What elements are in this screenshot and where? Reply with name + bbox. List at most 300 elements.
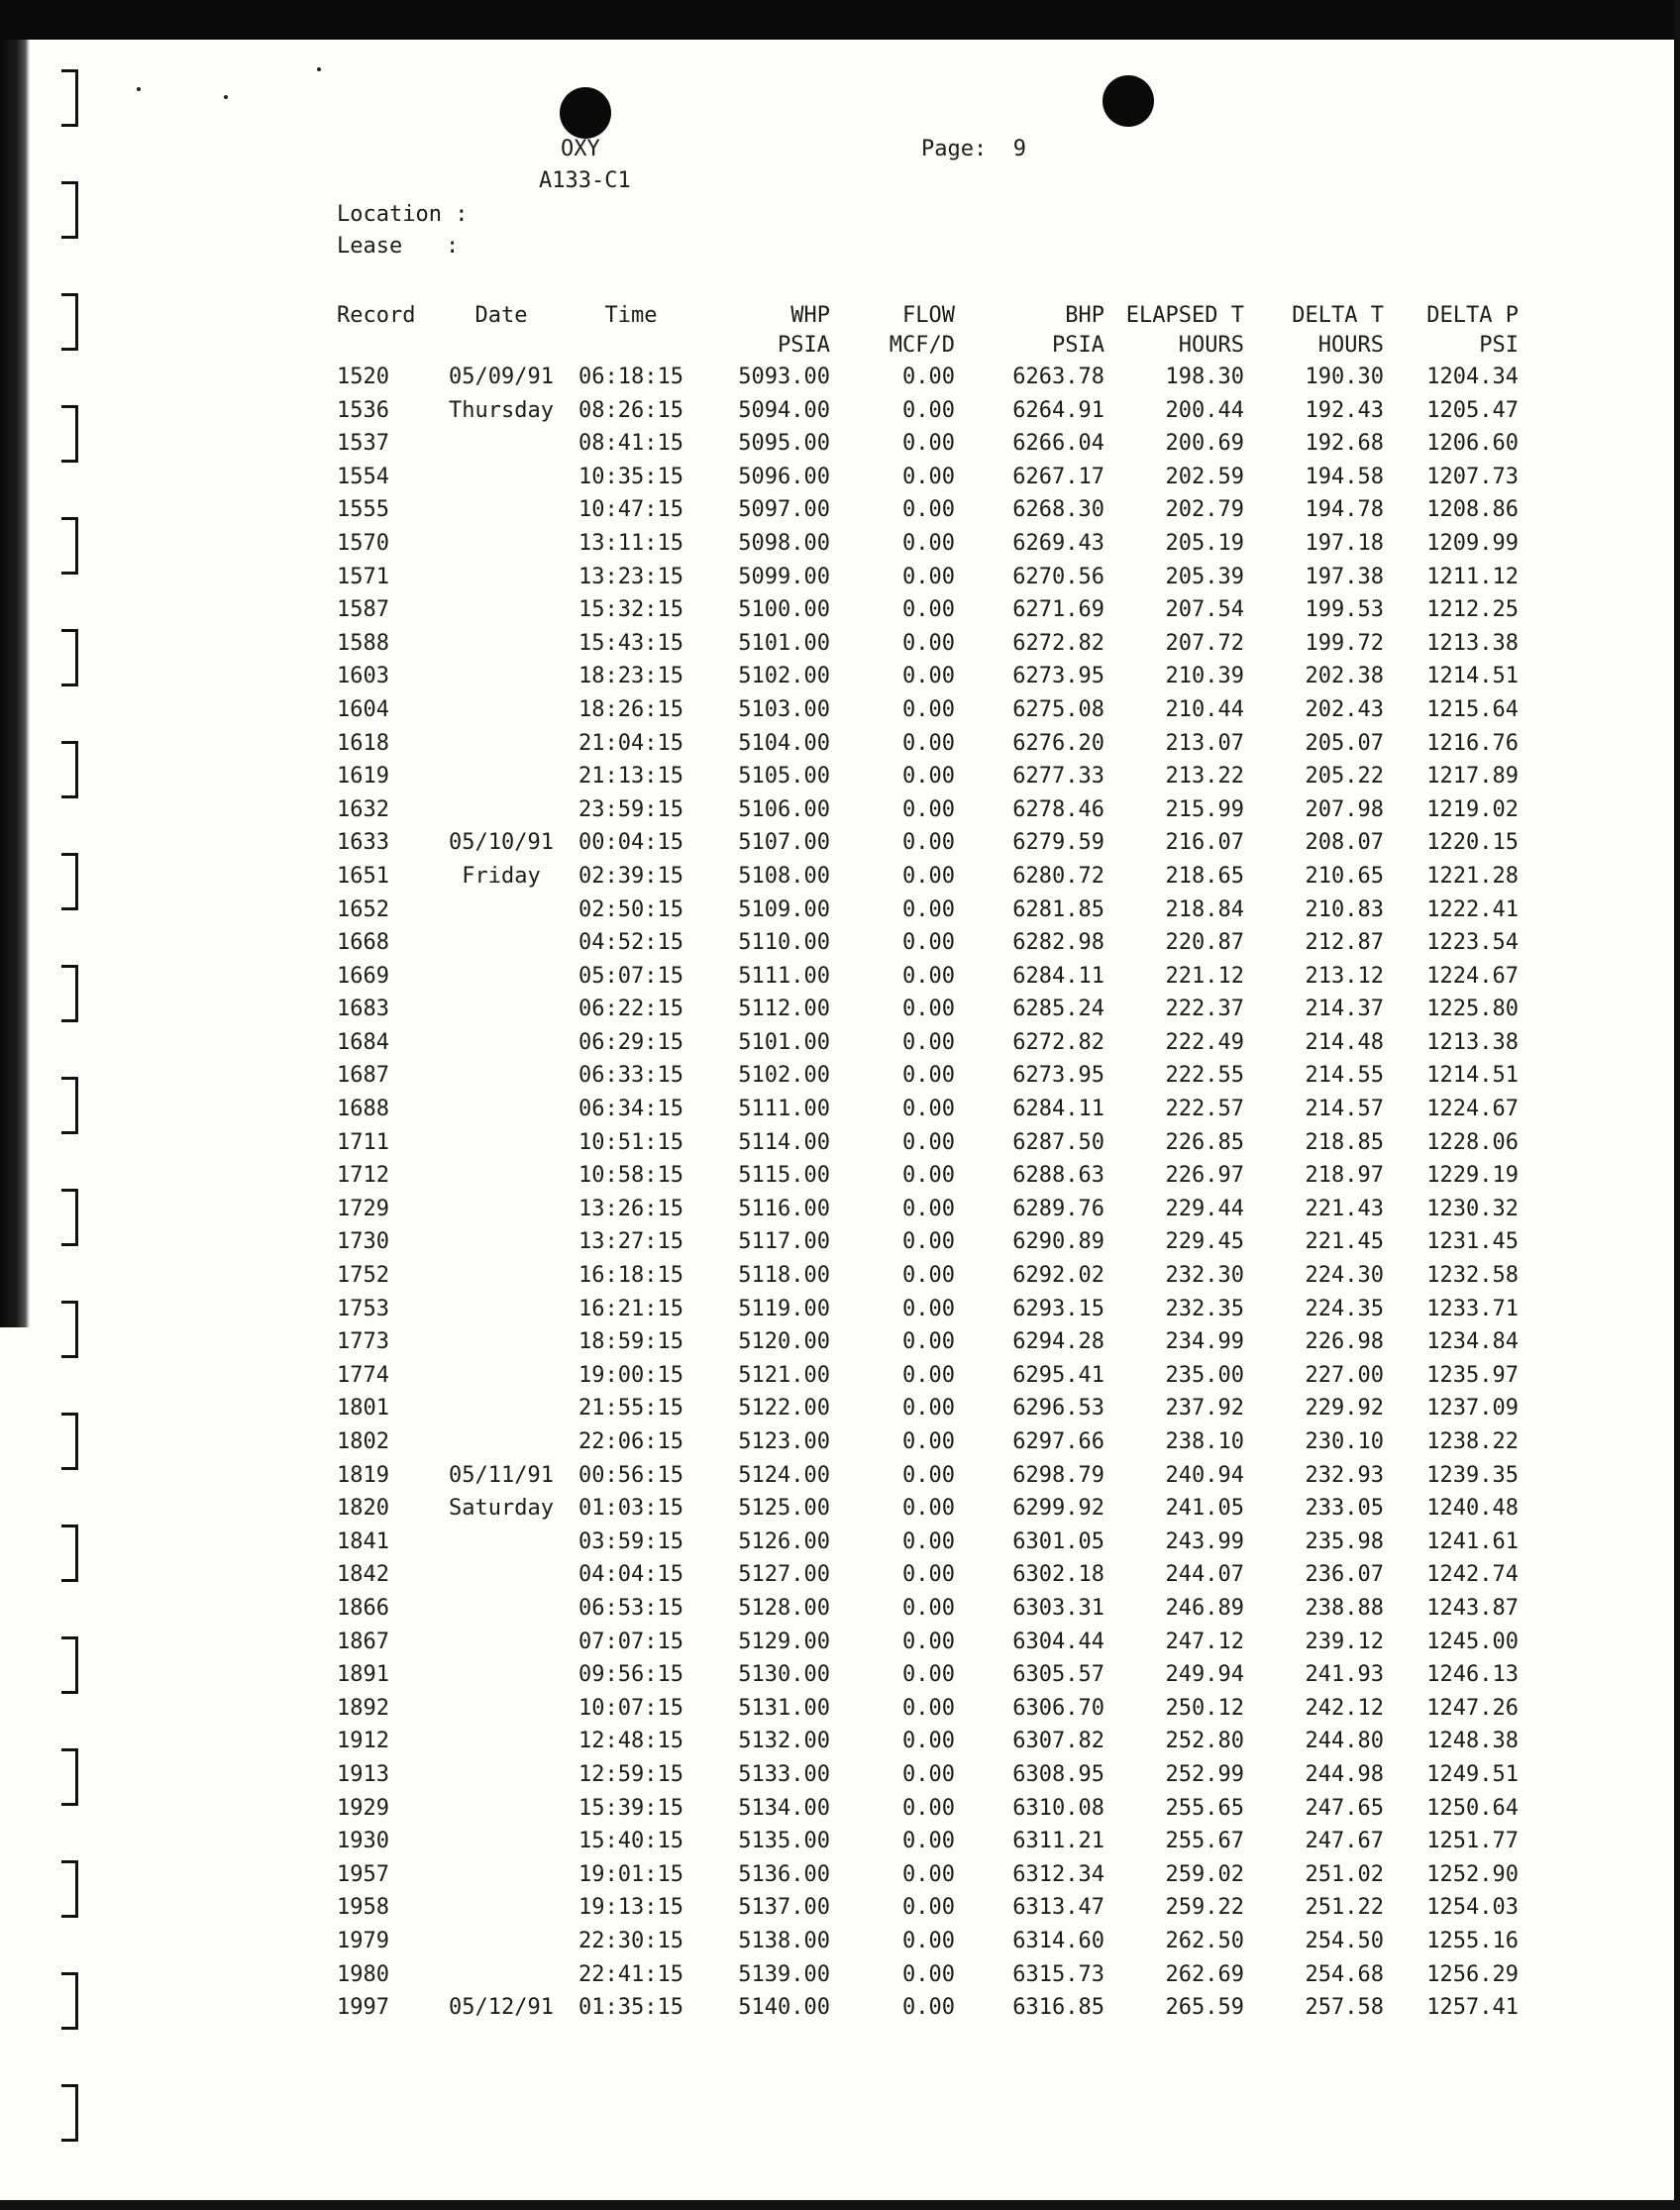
table-row <box>315 394 1524 428</box>
cell-elapsed-t: 202.59 <box>1165 464 1244 489</box>
cell-flow: 0.00 <box>902 1496 955 1522</box>
lease-field <box>337 234 459 259</box>
cell-record: 1867 <box>337 1629 389 1654</box>
cell-delta-t: 207.98 <box>1305 796 1384 822</box>
cell-delta-t: 251.22 <box>1305 1895 1384 1921</box>
cell-whp: 5138.00 <box>738 1928 830 1953</box>
cell-flow: 0.00 <box>902 530 955 556</box>
cell-flow: 0.00 <box>902 1429 955 1454</box>
cell-record: 1957 <box>337 1861 389 1887</box>
table-row <box>315 993 1524 1026</box>
cell-record: 1537 <box>337 431 389 457</box>
cell-delta-p: 1252.90 <box>1426 1861 1519 1887</box>
cell-bhp: 6282.98 <box>1012 930 1104 956</box>
table-row <box>315 1858 1524 1892</box>
cell-delta-p: 1209.99 <box>1426 530 1519 556</box>
cell-record: 1891 <box>337 1662 389 1688</box>
cell-flow: 0.00 <box>902 963 955 989</box>
cell-bhp: 6308.95 <box>1012 1761 1104 1787</box>
cell-record: 1603 <box>337 664 389 689</box>
cell-date: 05/11/91 <box>449 1462 554 1488</box>
cell-whp: 5101.00 <box>738 630 830 656</box>
cell-elapsed-t: 200.44 <box>1165 397 1244 423</box>
cell-whp: 5112.00 <box>738 997 830 1022</box>
cell-delta-t: 208.07 <box>1305 830 1384 856</box>
cell-delta-t: 226.98 <box>1305 1329 1384 1355</box>
binder-bracket <box>61 1413 78 1470</box>
cell-delta-p: 1251.77 <box>1426 1829 1519 1854</box>
cell-delta-p: 1232.58 <box>1426 1263 1519 1289</box>
cell-delta-p: 1240.48 <box>1426 1496 1519 1522</box>
cell-whp: 5130.00 <box>738 1662 830 1688</box>
binder-bracket <box>61 69 78 127</box>
table-row <box>315 1059 1524 1093</box>
table-row <box>315 894 1524 927</box>
cell-flow: 0.00 <box>902 1729 955 1754</box>
table-row <box>315 793 1524 827</box>
table-row <box>315 1592 1524 1626</box>
cell-bhp: 6275.08 <box>1012 696 1104 722</box>
cell-flow: 0.00 <box>902 796 955 822</box>
cell-whp: 5128.00 <box>738 1595 830 1621</box>
table-row <box>315 760 1524 793</box>
cell-date: 05/09/91 <box>449 365 554 389</box>
binder-bracket <box>61 1636 78 1694</box>
cell-bhp: 6302.18 <box>1012 1562 1104 1588</box>
cell-delta-p: 1257.41 <box>1426 1995 1519 2021</box>
cell-whp: 5120.00 <box>738 1329 830 1355</box>
table-row <box>315 1891 1524 1925</box>
cell-time: 18:59:15 <box>578 1329 683 1355</box>
table-row <box>315 1526 1524 1559</box>
cell-record: 1979 <box>337 1928 389 1953</box>
cell-whp: 5108.00 <box>738 863 830 889</box>
cell-record: 1958 <box>337 1895 389 1921</box>
cell-flow: 0.00 <box>902 464 955 489</box>
table-row <box>315 693 1524 727</box>
cell-elapsed-t: 262.69 <box>1165 1961 1244 1987</box>
lease-label: Lease <box>337 234 403 259</box>
cell-delta-p: 1255.16 <box>1426 1928 1519 1953</box>
table-row <box>315 1459 1524 1493</box>
cell-delta-t: 221.43 <box>1305 1196 1384 1221</box>
cell-delta-p: 1247.26 <box>1426 1695 1519 1721</box>
cell-delta-p: 1214.51 <box>1426 1063 1519 1089</box>
cell-delta-t: 230.10 <box>1305 1429 1384 1454</box>
cell-bhp: 6285.24 <box>1012 997 1104 1022</box>
cell-date <box>442 1692 567 1726</box>
cell-time: 13:11:15 <box>578 530 683 556</box>
cell-flow: 0.00 <box>902 764 955 789</box>
cell-delta-t: 214.55 <box>1305 1063 1384 1089</box>
cell-date <box>442 1293 567 1326</box>
location-field <box>337 202 468 227</box>
cell-delta-t: 218.97 <box>1305 1163 1384 1189</box>
cell-whp: 5122.00 <box>738 1396 830 1421</box>
cell-delta-t: 199.53 <box>1305 597 1384 623</box>
column-header-delta-p: DELTA P PSI <box>1426 303 1519 358</box>
cell-bhp: 6306.70 <box>1012 1695 1104 1721</box>
cell-record: 1604 <box>337 696 389 722</box>
cell-delta-t: 238.88 <box>1305 1595 1384 1621</box>
cell-delta-t: 212.87 <box>1305 930 1384 956</box>
cell-whp: 5115.00 <box>738 1163 830 1189</box>
cell-record: 1588 <box>337 630 389 656</box>
cell-bhp: 6277.33 <box>1012 764 1104 789</box>
page-label: Page: <box>921 137 988 161</box>
cell-flow: 0.00 <box>902 1629 955 1654</box>
cell-time: 18:23:15 <box>578 664 683 689</box>
cell-record: 1997 <box>337 1995 389 2021</box>
cell-date <box>442 1392 567 1425</box>
cell-delta-t: 192.43 <box>1305 397 1384 423</box>
cell-delta-p: 1224.67 <box>1426 1097 1519 1122</box>
cell-time: 01:03:15 <box>578 1496 683 1522</box>
column-header-delta-t: DELTA T HOURS <box>1292 303 1384 358</box>
cell-whp: 5139.00 <box>738 1961 830 1987</box>
binder-bracket <box>61 741 78 798</box>
cell-time: 03:59:15 <box>578 1528 683 1554</box>
table-row <box>315 1392 1524 1425</box>
cell-whp: 5098.00 <box>738 530 830 556</box>
binder-bracket <box>61 965 78 1022</box>
table-row <box>315 1958 1524 1992</box>
cell-time: 22:30:15 <box>578 1928 683 1953</box>
column-header-flow: FLOW MCF/D <box>889 303 955 358</box>
cell-time: 10:51:15 <box>578 1129 683 1155</box>
cell-time: 21:13:15 <box>578 764 683 789</box>
cell-flow: 0.00 <box>902 863 955 889</box>
cell-bhp: 6269.43 <box>1012 530 1104 556</box>
cell-record: 1632 <box>337 796 389 822</box>
cell-date <box>442 1725 567 1758</box>
cell-delta-t: 241.93 <box>1305 1662 1384 1688</box>
cell-whp: 5119.00 <box>738 1296 830 1321</box>
cell-time: 19:01:15 <box>578 1861 683 1887</box>
table-row <box>315 1725 1524 1758</box>
binder-bracket <box>61 2084 78 2142</box>
cell-time: 13:23:15 <box>578 564 683 589</box>
table-row <box>315 860 1524 894</box>
scan-bottom-edge <box>0 2200 1680 2210</box>
cell-date <box>442 960 567 994</box>
punch-hole-right <box>1102 75 1154 127</box>
cell-record: 1520 <box>337 365 389 389</box>
cell-bhp: 6271.69 <box>1012 597 1104 623</box>
cell-whp: 5110.00 <box>738 930 830 956</box>
cell-bhp: 6279.59 <box>1012 830 1104 856</box>
cell-date <box>442 1925 567 1958</box>
cell-flow: 0.00 <box>902 1829 955 1854</box>
binder-bracket <box>61 1189 78 1246</box>
cell-flow: 0.00 <box>902 1995 955 2021</box>
cell-date <box>442 1958 567 1992</box>
cell-delta-p: 1242.74 <box>1426 1562 1519 1588</box>
cell-record: 1619 <box>337 764 389 789</box>
cell-flow: 0.00 <box>902 1662 955 1688</box>
cell-date: 05/12/91 <box>449 1995 554 2021</box>
cell-whp: 5102.00 <box>738 664 830 689</box>
cell-date <box>442 1325 567 1359</box>
table-row <box>315 593 1524 627</box>
cell-elapsed-t: 232.30 <box>1165 1263 1244 1289</box>
cell-time: 22:41:15 <box>578 1961 683 1987</box>
cell-time: 00:04:15 <box>578 830 683 856</box>
cell-elapsed-t: 259.22 <box>1165 1895 1244 1921</box>
cell-date <box>442 793 567 827</box>
cell-delta-p: 1254.03 <box>1426 1895 1519 1921</box>
column-header-whp: WHP PSIA <box>778 303 830 358</box>
cell-flow: 0.00 <box>902 1329 955 1355</box>
cell-time: 18:26:15 <box>578 696 683 722</box>
cell-delta-t: 214.57 <box>1305 1097 1384 1122</box>
cell-date <box>442 660 567 693</box>
cell-record: 1668 <box>337 930 389 956</box>
cell-flow: 0.00 <box>902 1562 955 1588</box>
cell-delta-t: 190.30 <box>1305 365 1384 389</box>
cell-record: 1913 <box>337 1761 389 1787</box>
cell-elapsed-t: 200.69 <box>1165 431 1244 457</box>
cell-time: 00:56:15 <box>578 1462 683 1488</box>
table-row <box>315 960 1524 994</box>
cell-record: 1554 <box>337 464 389 489</box>
table-row <box>315 1658 1524 1692</box>
cell-elapsed-t: 252.80 <box>1165 1729 1244 1754</box>
cell-time: 07:07:15 <box>578 1629 683 1654</box>
cell-delta-t: 192.68 <box>1305 431 1384 457</box>
cell-whp: 5123.00 <box>738 1429 830 1454</box>
cell-delta-t: 197.38 <box>1305 564 1384 589</box>
table-row <box>315 1293 1524 1326</box>
cell-record: 1912 <box>337 1729 389 1754</box>
cell-elapsed-t: 216.07 <box>1165 830 1244 856</box>
table-row <box>315 1325 1524 1359</box>
cell-flow: 0.00 <box>902 1229 955 1255</box>
cell-elapsed-t: 259.02 <box>1165 1861 1244 1887</box>
cell-delta-p: 1217.89 <box>1426 764 1519 789</box>
cell-whp: 5133.00 <box>738 1761 830 1787</box>
table-row <box>315 1359 1524 1393</box>
cell-elapsed-t: 243.99 <box>1165 1528 1244 1554</box>
cell-date <box>442 1359 567 1393</box>
cell-date <box>442 1126 567 1160</box>
cell-date <box>442 1425 567 1459</box>
cell-delta-t: 236.07 <box>1305 1562 1384 1588</box>
cell-elapsed-t: 218.84 <box>1165 896 1244 922</box>
column-header-elapsed-t: ELAPSED T HOURS <box>1125 303 1244 358</box>
cell-delta-p: 1228.06 <box>1426 1129 1519 1155</box>
cell-bhp: 6267.17 <box>1012 464 1104 489</box>
cell-record: 1536 <box>337 397 389 423</box>
cell-delta-p: 1224.67 <box>1426 963 1519 989</box>
cell-time: 13:27:15 <box>578 1229 683 1255</box>
cell-bhp: 6266.04 <box>1012 431 1104 457</box>
cell-elapsed-t: 226.85 <box>1165 1129 1244 1155</box>
cell-record: 1841 <box>337 1528 389 1554</box>
cell-delta-p: 1233.71 <box>1426 1296 1519 1321</box>
table-row <box>315 627 1524 661</box>
cell-time: 06:22:15 <box>578 997 683 1022</box>
table-row <box>315 826 1524 860</box>
cell-delta-t: 247.65 <box>1305 1795 1384 1821</box>
cell-flow: 0.00 <box>902 830 955 856</box>
cell-elapsed-t: 240.94 <box>1165 1462 1244 1488</box>
cell-whp: 5104.00 <box>738 730 830 756</box>
table-row <box>315 427 1524 461</box>
cell-delta-t: 210.65 <box>1305 863 1384 889</box>
cell-date <box>442 1891 567 1925</box>
cell-flow: 0.00 <box>902 1396 955 1421</box>
column-header-time: Time <box>604 303 658 328</box>
table-row <box>315 1925 1524 1958</box>
cell-date <box>442 1193 567 1226</box>
cell-whp: 5124.00 <box>738 1462 830 1488</box>
cell-time: 02:50:15 <box>578 896 683 922</box>
cell-time: 10:35:15 <box>578 464 683 489</box>
cell-delta-t: 229.92 <box>1305 1396 1384 1421</box>
cell-bhp: 6298.79 <box>1012 1462 1104 1488</box>
cell-record: 1802 <box>337 1429 389 1454</box>
cell-record: 1587 <box>337 597 389 623</box>
cell-time: 22:06:15 <box>578 1429 683 1454</box>
cell-delta-t: 199.72 <box>1305 630 1384 656</box>
cell-date <box>442 894 567 927</box>
cell-delta-t: 233.05 <box>1305 1496 1384 1522</box>
cell-date <box>442 561 567 594</box>
cell-delta-p: 1248.38 <box>1426 1729 1519 1754</box>
cell-elapsed-t: 244.07 <box>1165 1562 1244 1588</box>
cell-flow: 0.00 <box>902 1528 955 1554</box>
cell-delta-p: 1237.09 <box>1426 1396 1519 1421</box>
cell-delta-p: 1246.13 <box>1426 1662 1519 1688</box>
cell-record: 1633 <box>337 830 389 856</box>
cell-elapsed-t: 262.50 <box>1165 1928 1244 1953</box>
cell-flow: 0.00 <box>902 1196 955 1221</box>
cell-time: 04:52:15 <box>578 930 683 956</box>
cell-delta-t: 227.00 <box>1305 1362 1384 1388</box>
table-body <box>315 361 1524 2025</box>
pressure-data-table <box>315 293 1524 2025</box>
binder-bracket <box>61 1748 78 1806</box>
cell-elapsed-t: 222.55 <box>1165 1063 1244 1089</box>
cell-record: 1683 <box>337 997 389 1022</box>
cell-date <box>442 1758 567 1792</box>
cell-delta-p: 1225.80 <box>1426 997 1519 1022</box>
cell-whp: 5102.00 <box>738 1063 830 1089</box>
cell-flow: 0.00 <box>902 1695 955 1721</box>
cell-delta-t: 214.37 <box>1305 997 1384 1022</box>
cell-delta-t: 242.12 <box>1305 1695 1384 1721</box>
cell-record: 1669 <box>337 963 389 989</box>
cell-delta-p: 1221.28 <box>1426 863 1519 889</box>
cell-bhp: 6290.89 <box>1012 1229 1104 1255</box>
cell-flow: 0.00 <box>902 1063 955 1089</box>
cell-elapsed-t: 222.37 <box>1165 997 1244 1022</box>
cell-whp: 5101.00 <box>738 1029 830 1055</box>
cell-record: 1730 <box>337 1229 389 1255</box>
binder-bracket <box>61 1972 78 2030</box>
cell-bhp: 6305.57 <box>1012 1662 1104 1688</box>
cell-delta-p: 1230.32 <box>1426 1196 1519 1221</box>
cell-time: 10:47:15 <box>578 497 683 523</box>
binder-bracket <box>61 293 78 351</box>
cell-record: 1651 <box>337 863 389 889</box>
cell-record: 1774 <box>337 1362 389 1388</box>
cell-delta-t: 232.93 <box>1305 1462 1384 1488</box>
cell-date <box>442 693 567 727</box>
table-row <box>315 527 1524 561</box>
cell-delta-p: 1211.12 <box>1426 564 1519 589</box>
table-row <box>315 1026 1524 1060</box>
cell-delta-p: 1215.64 <box>1426 696 1519 722</box>
cell-record: 1773 <box>337 1329 389 1355</box>
cell-delta-t: 214.48 <box>1305 1029 1384 1055</box>
cell-record: 1570 <box>337 530 389 556</box>
table-row <box>315 1758 1524 1792</box>
cell-record: 1930 <box>337 1829 389 1854</box>
cell-date <box>442 593 567 627</box>
cell-delta-t: 221.45 <box>1305 1229 1384 1255</box>
table-row <box>315 660 1524 693</box>
table-row <box>315 1159 1524 1193</box>
table-row <box>315 1825 1524 1858</box>
cell-elapsed-t: 218.65 <box>1165 863 1244 889</box>
cell-time: 21:04:15 <box>578 730 683 756</box>
cell-delta-t: 239.12 <box>1305 1629 1384 1654</box>
cell-whp: 5095.00 <box>738 431 830 457</box>
cell-record: 1753 <box>337 1296 389 1321</box>
table-row <box>315 461 1524 494</box>
binder-bracket <box>61 1077 78 1134</box>
cell-time: 21:55:15 <box>578 1396 683 1421</box>
cell-record: 1866 <box>337 1595 389 1621</box>
cell-date <box>442 727 567 761</box>
cell-whp: 5136.00 <box>738 1861 830 1887</box>
cell-date <box>442 1225 567 1259</box>
cell-date <box>442 1592 567 1626</box>
cell-flow: 0.00 <box>902 1928 955 1953</box>
binder-bracket <box>61 517 78 575</box>
cell-elapsed-t: 202.79 <box>1165 497 1244 523</box>
cell-flow: 0.00 <box>902 1595 955 1621</box>
cell-delta-t: 257.58 <box>1305 1995 1384 2021</box>
cell-delta-p: 1229.19 <box>1426 1163 1519 1189</box>
cell-time: 15:32:15 <box>578 597 683 623</box>
cell-date: Thursday <box>449 397 554 423</box>
cell-elapsed-t: 247.12 <box>1165 1629 1244 1654</box>
cell-whp: 5107.00 <box>738 830 830 856</box>
cell-record: 1729 <box>337 1196 389 1221</box>
cell-delta-p: 1245.00 <box>1426 1629 1519 1654</box>
cell-time: 23:59:15 <box>578 796 683 822</box>
cell-time: 04:04:15 <box>578 1562 683 1588</box>
cell-date: Friday <box>462 863 541 889</box>
cell-time: 05:07:15 <box>578 963 683 989</box>
table-row <box>315 561 1524 594</box>
cell-bhp: 6316.85 <box>1012 1995 1104 2021</box>
table-row <box>315 1425 1524 1459</box>
cell-whp: 5127.00 <box>738 1562 830 1588</box>
cell-flow: 0.00 <box>902 564 955 589</box>
cell-bhp: 6284.11 <box>1012 963 1104 989</box>
cell-delta-t: 224.30 <box>1305 1263 1384 1289</box>
cell-delta-t: 194.58 <box>1305 464 1384 489</box>
cell-record: 1652 <box>337 896 389 922</box>
cell-whp: 5100.00 <box>738 597 830 623</box>
cell-flow: 0.00 <box>902 730 955 756</box>
binder-bracket <box>61 181 78 239</box>
cell-flow: 0.00 <box>902 1861 955 1887</box>
